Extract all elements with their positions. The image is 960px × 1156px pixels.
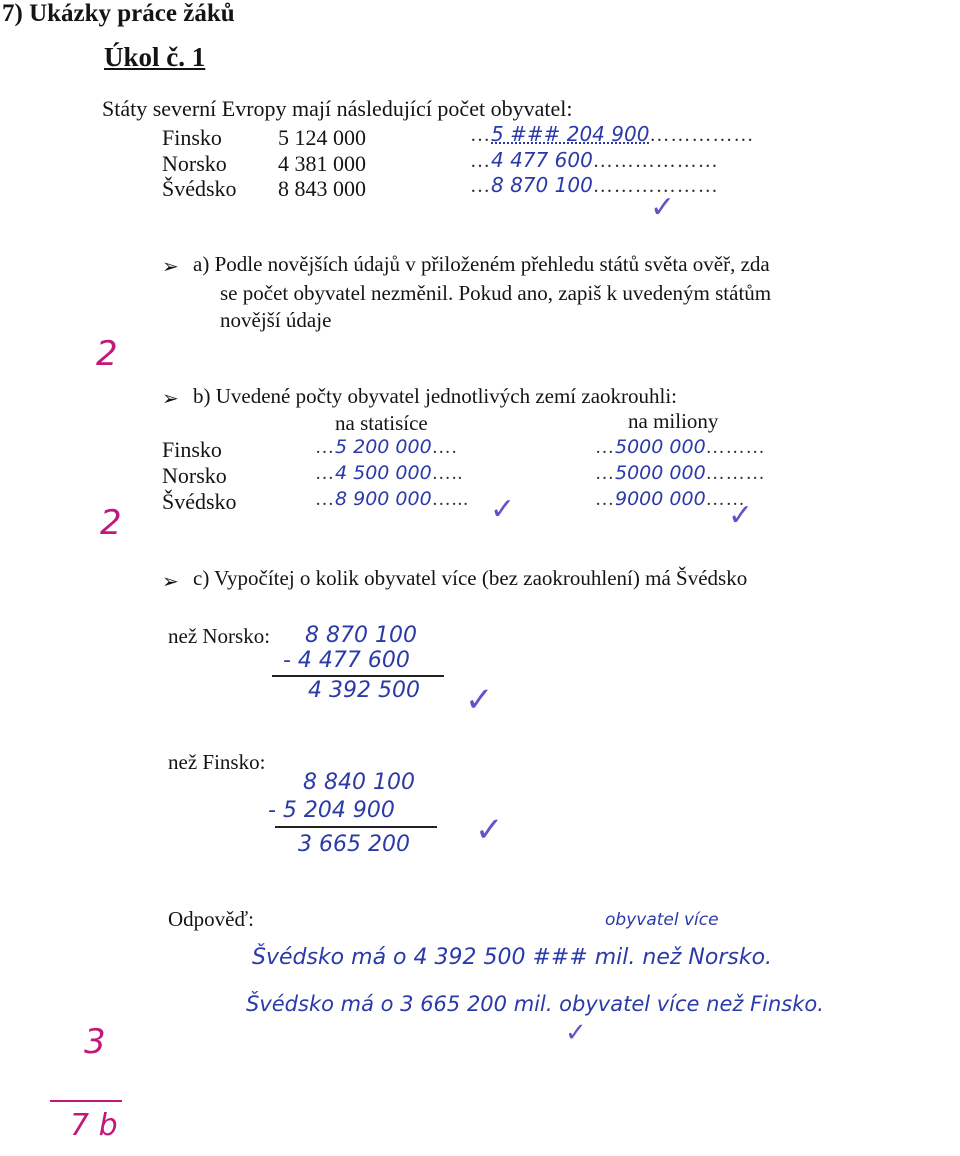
handwritten-field: [470, 122, 754, 147]
dots: …: [595, 463, 615, 484]
dots: ….: [431, 437, 458, 458]
printed-population: 8 843 000: [278, 176, 366, 201]
bullet-icon: ➢: [162, 388, 179, 410]
task-a-line: se počet obyvatel nezměnil. Pokud ano, zapiš k uvedeným státům: [220, 281, 772, 305]
dots: …: [315, 489, 335, 510]
check-mark: ✓: [728, 499, 754, 532]
check-mark: ✓: [465, 682, 494, 719]
check-mark: ✓: [565, 1018, 587, 1047]
dots: …: [315, 463, 335, 484]
calc-operand: - 4 477 600: [283, 648, 410, 673]
rounded-field: [315, 462, 463, 485]
intro-text: Státy severní Evropy mají následující počet obyvatel:: [102, 96, 573, 121]
calc-operand: 8 840 100: [303, 770, 415, 795]
handwritten-value: 8 870 100: [491, 173, 593, 197]
handwritten-value: 5 ### 204 900: [491, 122, 650, 146]
handwritten-value: 5000 000: [615, 436, 706, 458]
calc-label: než Norsko:: [168, 624, 271, 648]
answer-line: Švédsko má o 4 392 500 ### mil. než Norsko.: [252, 945, 773, 970]
dots: ………………: [592, 150, 719, 172]
total-underline: [50, 1100, 122, 1102]
calc-line: [275, 826, 437, 828]
page-title: 7) Ukázky práce žáků: [2, 0, 235, 27]
dots: …: [470, 150, 491, 172]
check-mark: ✓: [475, 812, 504, 849]
answer-line: Švédsko má o 3 665 200 mil. obyvatel více než Finsko.: [246, 992, 824, 1016]
rounded-field: [315, 488, 469, 511]
calc-operand: - 5 204 900: [268, 798, 395, 823]
calc-label: než Finsko:: [168, 750, 266, 774]
task-c-line: c) Vypočítej o kolik obyvatel více (bez zaokrouhlení) má Švédsko: [193, 566, 748, 590]
dots: ………: [705, 463, 766, 484]
bullet-icon: ➢: [162, 571, 179, 593]
answer-insert: obyvatel více: [605, 910, 719, 930]
dots: …..: [431, 463, 464, 484]
handwritten-value: 4 477 600: [491, 148, 593, 172]
country-label: Norsko: [162, 151, 227, 176]
rounded-field: [595, 436, 766, 459]
dots: …...: [431, 489, 469, 510]
column-header: na statisíce: [335, 411, 428, 435]
handwritten-field: [470, 148, 719, 173]
handwritten-value: 5000 000: [615, 462, 706, 484]
country-label: Švédsko: [162, 489, 237, 514]
rounded-field: [595, 462, 766, 485]
printed-population: 5 124 000: [278, 125, 366, 150]
score-mark: 3: [84, 1022, 106, 1062]
rounded-field: [595, 488, 746, 511]
country-label: Finsko: [162, 437, 222, 462]
task-b-line: b) Uvedené počty obyvatel jednotlivých zemí zaokrouhli:: [193, 384, 678, 408]
score-mark: 2: [100, 503, 122, 543]
dots: ……………: [649, 124, 755, 146]
total-score: 7 b: [70, 1108, 118, 1143]
bullet-icon: ➢: [162, 256, 179, 278]
task-title: Úkol č. 1: [104, 42, 206, 72]
dots: …: [595, 437, 615, 458]
score-mark: 2: [96, 334, 118, 374]
calc-line: [272, 675, 444, 677]
calc-result: 4 392 500: [308, 678, 420, 703]
country-label: Finsko: [162, 125, 222, 150]
dots: …: [470, 124, 491, 146]
check-mark: ✓: [650, 191, 676, 224]
printed-population: 4 381 000: [278, 151, 366, 176]
dots: …: [595, 489, 615, 510]
answer-label: Odpověď:: [168, 907, 254, 931]
task-a-line: a) Podle novějších údajů v přiloženém přehledu států světa ověř, zda: [193, 252, 770, 276]
handwritten-value: 8 900 000: [335, 488, 432, 510]
country-label: Švédsko: [162, 176, 237, 201]
calc-result: 3 665 200: [298, 832, 410, 857]
handwritten-field: [470, 173, 719, 198]
task-a-line: novější údaje: [220, 308, 332, 332]
dots: ……: [705, 489, 746, 510]
calc-operand: 8 870 100: [305, 623, 417, 648]
handwritten-value: 5 200 000: [335, 436, 432, 458]
dots: …: [315, 437, 335, 458]
country-label: Norsko: [162, 463, 227, 488]
dots: ………: [705, 437, 766, 458]
dots: …: [470, 175, 491, 197]
rounded-field: [315, 436, 457, 459]
dots: ………………: [592, 175, 719, 197]
handwritten-value: 4 500 000: [335, 462, 432, 484]
handwritten-value: 9000 000: [615, 488, 706, 510]
column-header: na miliony: [628, 409, 719, 433]
check-mark: ✓: [490, 493, 516, 526]
